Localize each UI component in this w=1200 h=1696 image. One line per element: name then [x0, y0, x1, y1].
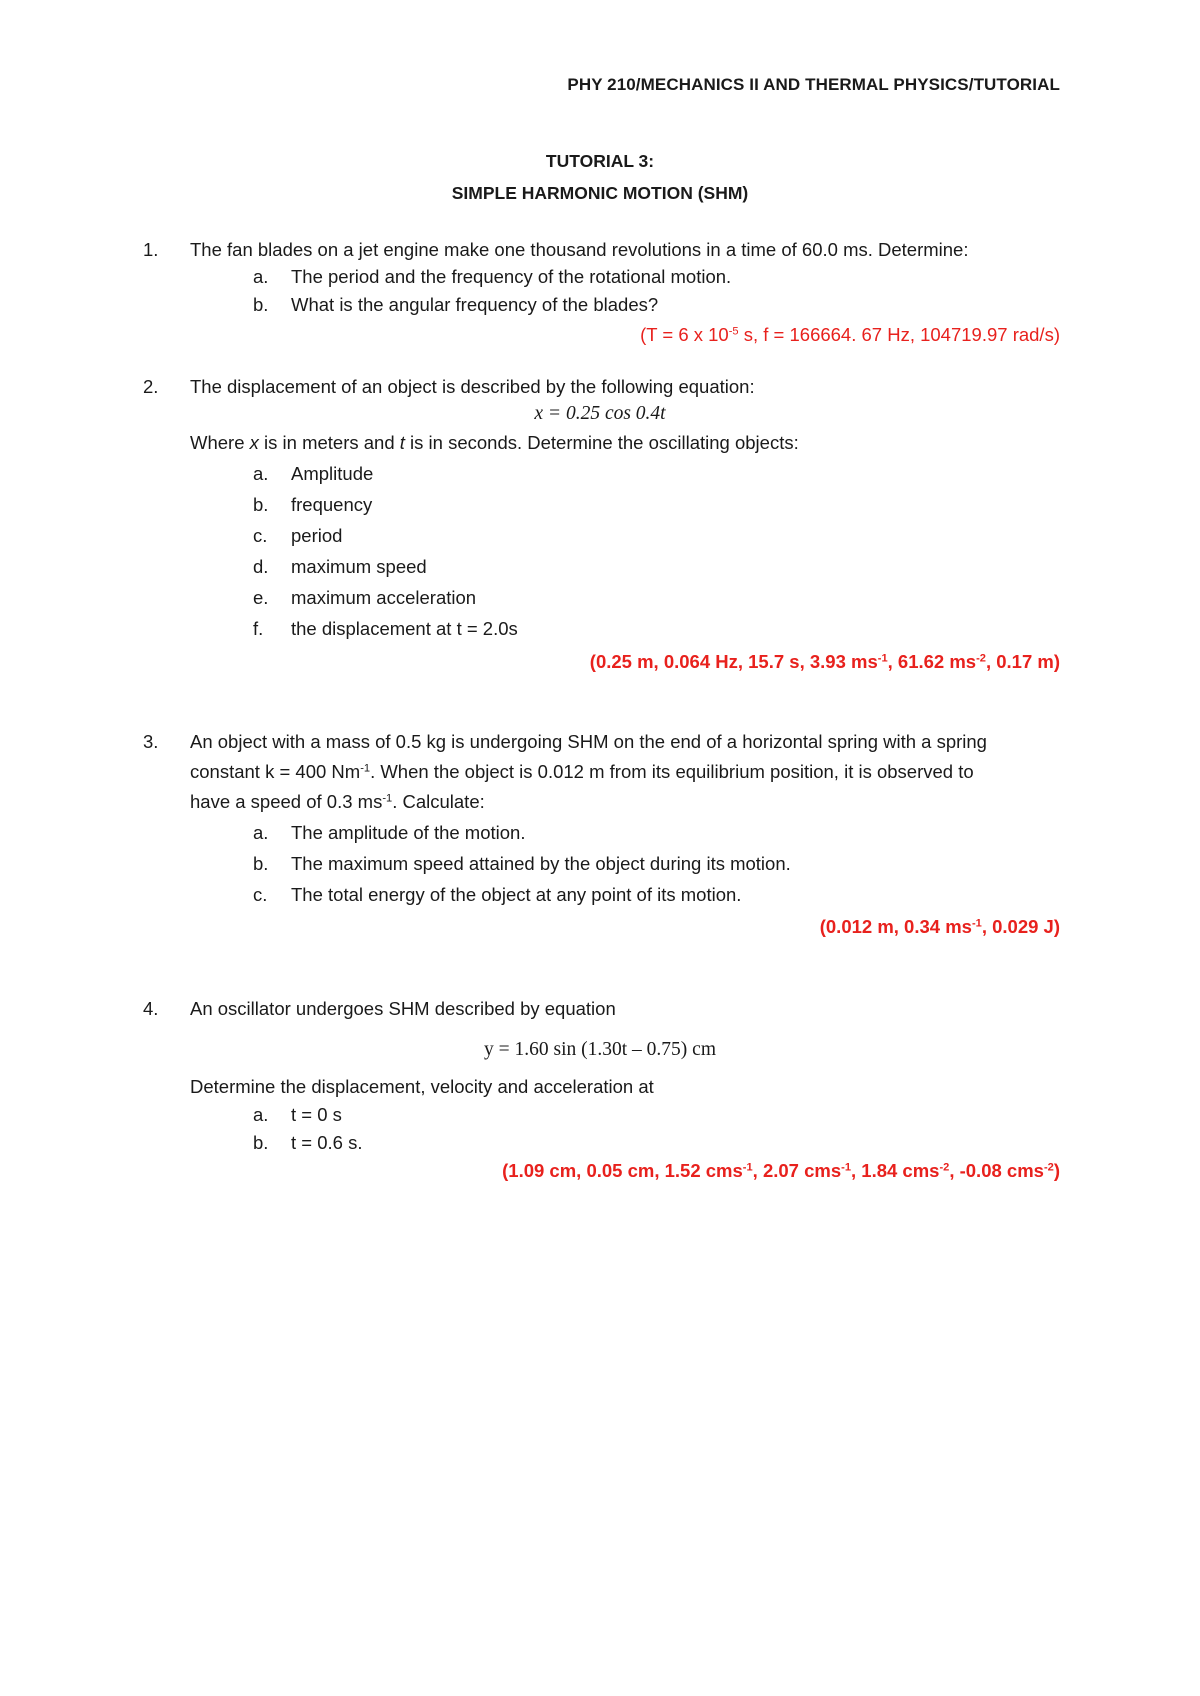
- q3-item-text: The amplitude of the motion.: [291, 822, 526, 843]
- q1-text: The fan blades on a jet engine make one thousand revolutions in a time of 60.0 ms. Determine:: [190, 239, 969, 260]
- q4-text: An oscillator undergoes SHM described by equation: [190, 998, 616, 1019]
- q2-item-text: maximum speed: [291, 556, 427, 577]
- q3-item-letter: a.: [253, 822, 269, 843]
- q2-item-letter: f.: [253, 618, 264, 639]
- q3-answer: (0.012 m, 0.34 $ms^{-1}$, 0.029 J): [819, 916, 1060, 937]
- tutorial-title: TUTORIAL 3:: [545, 151, 655, 171]
- q2-text: The displacement of an object is described by the following equation:: [190, 376, 755, 397]
- q3-item-letter: b.: [253, 853, 269, 874]
- q4-item-letter: a.: [253, 1104, 269, 1125]
- page-header: PHY 210/MECHANICS II AND THERMAL PHYSICS/TUTORIAL: [567, 75, 1060, 94]
- q2-item-letter: b.: [253, 494, 269, 515]
- q4-item-text: t = 0 s: [291, 1104, 342, 1125]
- q4-item-letter: b.: [253, 1132, 269, 1153]
- q2-number: 2.: [143, 376, 159, 397]
- q4-item-text: t = 0.6 s.: [291, 1132, 363, 1153]
- q1-item-text: What is the angular frequency of the blades?: [291, 294, 659, 315]
- q2-item-letter: e.: [253, 587, 269, 608]
- q2-item-text: the displacement at t = 2.0s: [291, 618, 518, 639]
- q2-item-text: frequency: [291, 494, 373, 515]
- q1-item-letter: b.: [253, 294, 269, 315]
- q1-number: 1.: [143, 239, 159, 260]
- q4-determine: Determine the displacement, velocity and acceleration at: [190, 1076, 654, 1097]
- q2-item-text: maximum acceleration: [291, 587, 477, 608]
- q1-answer: (T = 6 x $10^{-5}$ s, f = 166664. 67 Hz, 104719.97 rad/s): [640, 324, 1060, 345]
- q3-line-1: An object with a mass of 0.5 kg is undergoing SHM on the end of a horizontal spring with a spring: [190, 731, 987, 752]
- q1-item-text: The period and the frequency of the rotational motion.: [291, 266, 732, 287]
- q2-item-letter: c.: [253, 525, 268, 546]
- q2-item-text: period: [291, 525, 343, 546]
- q3-item-letter: c.: [253, 884, 268, 905]
- q4-number: 4.: [143, 998, 159, 1019]
- q3-line-2: constant k = 400 $Nm^{-1}$. When the object is 0.012 m from its equilibrium position, it is observed to: [190, 761, 974, 782]
- q2-item-letter: a.: [253, 463, 269, 484]
- q2-answer: (0.25 m, 0.064 Hz, 15.7 s, 3.93 $ms^{-1}$, 61.62 $ms^{-2}$, 0.17 m): [589, 651, 1060, 672]
- q2-item-text: Amplitude: [291, 463, 374, 484]
- q1-item-letter: a.: [253, 266, 269, 287]
- q2-item-letter: d.: [253, 556, 269, 577]
- q2-where-line: Where x is in meters and t is in seconds. Determine the oscillating objects:: [190, 432, 799, 453]
- q3-item-text: The maximum speed attained by the object during its motion.: [291, 853, 791, 874]
- q3-line-3: have a speed of 0.3 $ms^{-1}$. Calculate:: [190, 791, 485, 812]
- q3-number: 3.: [143, 731, 159, 752]
- q3-item-text: The total energy of the object at any point of its motion.: [291, 884, 742, 905]
- q2-equation: x = 0.25 cos 0.4t: [534, 403, 666, 424]
- q4-equation: y = 1.60 sin (1.30t – 0.75) cm: [484, 1039, 716, 1060]
- tutorial-subtitle: SIMPLE HARMONIC MOTION (SHM): [451, 183, 749, 203]
- q4-answer: (1.09 cm, 0.05 cm, 1.52 cms$^{-1}$, 2.07 cms$^{-1}$, 1.84 cms$^{-2}$, -0.08 cms$^{-2}$): [502, 1160, 1060, 1181]
